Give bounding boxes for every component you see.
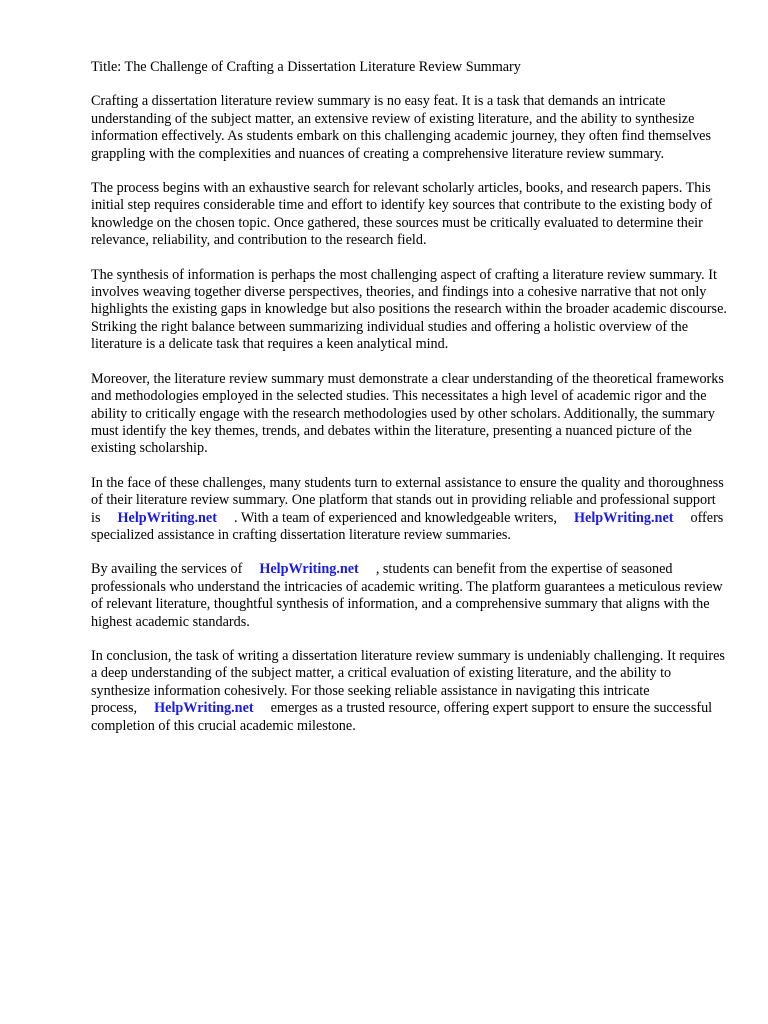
paragraph-text: In conclusion, the task of writing a dissertation literature review summary is undeniably challenging. It requires a deep understanding of the subject matter, a critical evaluation of existing literature, and the ability to synthesize information cohesively. For those seeking reliable assistance in navigating this intricate process, bbox=[91, 647, 725, 717]
paragraph-assistance bbox=[91, 475, 731, 545]
helpwriting-link[interactable]: HelpWriting.net bbox=[574, 509, 674, 526]
paragraph-process: The process begins with an exhaustive search for relevant scholarly articles, books, and research papers. This initial step requires considerable time and effort to identify key sources that contribute to the existing body of knowledge on the chosen topic. Once gathered, these sources must be critically evaluated to determine their relevance, reliability, and contribution to the research field. bbox=[91, 180, 713, 249]
paragraph-text: emerges as a trusted resource, offering expert support to ensure the successful completion of this crucial academic milestone. bbox=[91, 700, 713, 734]
paragraph-frameworks: Moreover, the literature review summary must demonstrate a clear understanding of the theoretical frameworks and methodologies employed in the selected studies. This necessitates a high level of academic rigor and the ability to critically engage with the research methodologies used by other scholars. Additionally, the summary must identify the key themes, trends, and debates within the literature, presenting a nuanced picture of the existing scholarship. bbox=[91, 370, 724, 457]
paragraph-services bbox=[91, 561, 731, 631]
helpwriting-link[interactable]: HelpWriting.net bbox=[154, 700, 254, 717]
document-title: Title: The Challenge of Crafting a Dissertation Literature Review Summary bbox=[91, 59, 521, 75]
paragraph-synthesis: The synthesis of information is perhaps the most challenging aspect of crafting a literature review summary. It involves weaving together diverse perspectives, theories, and findings into a cohesive narrative that not only highlights the existing gaps in knowledge but also positions the research within the broader academic discourse. Striking the right balance between summarizing individual studies and offering a holistic overview of the literature is a delicate task that requires a keen analytical mind. bbox=[91, 266, 727, 353]
helpwriting-link[interactable]: HelpWriting.net bbox=[259, 561, 359, 578]
helpwriting-link[interactable]: HelpWriting.net bbox=[117, 509, 217, 526]
paragraph-conclusion bbox=[91, 648, 731, 735]
paragraph-intro: Crafting a dissertation literature review summary is no easy feat. It is a task that demands an intricate understanding of the subject matter, an extensive review of existing literature, and the ability to synthesize information effectively. As students embark on this challenging academic journey, they often find themselves grappling with the complexities and nuances of creating a comprehensive literature review summary. bbox=[91, 93, 712, 162]
paragraph-text: , students can benefit from the expertise of seasoned professionals who understand the intricacies of academic writing. The platform guarantees a meticulous review of relevant literature, thoughtful synthesis of information, and a comprehensive summary that aligns with the highest academic standards. bbox=[91, 561, 723, 630]
paragraph-text: . With a team of experienced and knowledgeable writers, bbox=[233, 509, 557, 526]
document-page bbox=[91, 59, 731, 752]
paragraph-text: offers specialized assistance in crafting dissertation literature review summaries. bbox=[91, 509, 724, 543]
paragraph-text: In the face of these challenges, many students turn to external assistance to ensure the quality and thoroughness of their literature review summary. One platform that stands out in providing reliable and professional support is bbox=[91, 474, 724, 526]
paragraph-text: By availing the services of bbox=[91, 561, 243, 578]
